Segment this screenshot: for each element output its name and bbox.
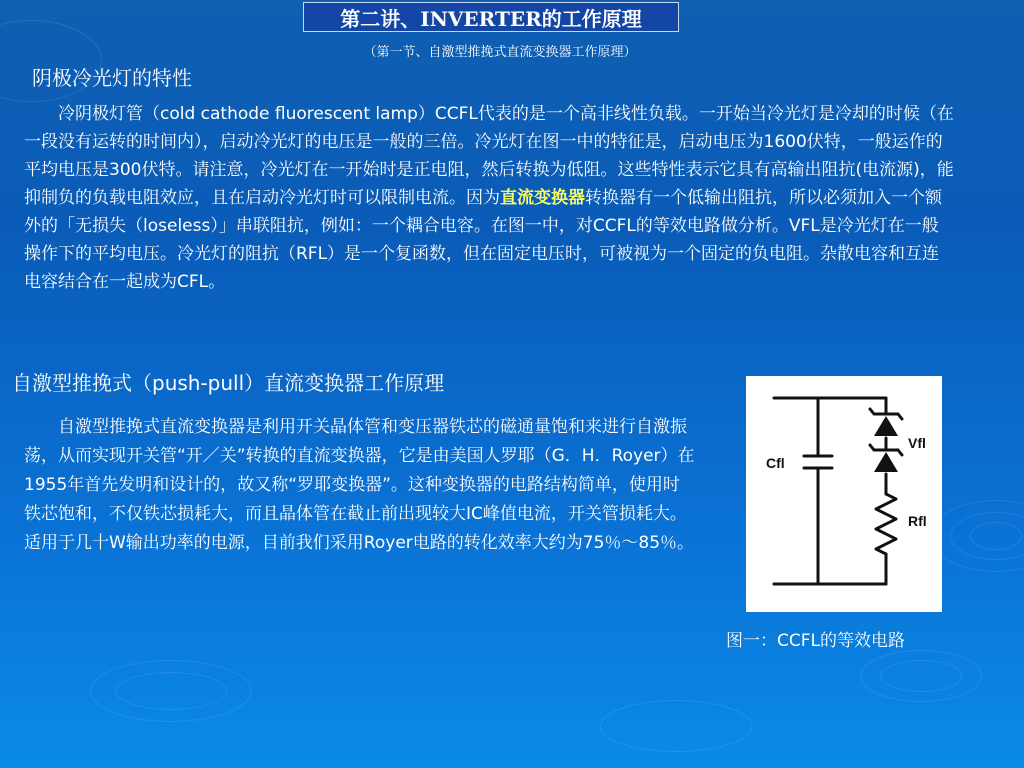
section2-text: 自激型推挽式直流变换器是利用开关晶体管和变压器铁芯的磁通量饱和来进行自激振荡，从而实现开关管“开／关”转换的直流变换器，它是由美国人罗耶（G．H．Royer）在1955年首先发明和设计的，故又称“罗耶变换器”。这种变换器的电路结构简单，使用时铁芯饱和，不仅铁芯损耗大，而且晶体管在截止前出现较大IC峰值电流，开关管损耗大。适用于几十W输出功率的电源，目前我们采用Royer电路的转化效率大约为75％～85％。 [24,417,695,553]
section1-highlight: 直流变换器 [500,188,585,208]
section1-heading: 阴极冷光灯的特性 [32,66,192,90]
zener-diode-bottom [874,452,898,472]
section2-heading: 自激型推挽式（push-pull）直流变换器工作原理 [12,371,445,395]
cfl-label: Cfl [766,455,785,471]
ccfl-equivalent-circuit-figure [746,376,942,612]
ccfl-circuit-diagram [746,376,942,612]
rfl-label: Rfl [908,513,927,529]
vfl-label: Vfl [908,435,926,451]
slide-subtitle: （第一节、自激型推挽式直流变换器工作原理） [363,45,637,60]
slide-title: 第二讲、INVERTER的工作原理 [303,2,679,32]
section1-paragraph [24,100,954,296]
section1-text-before: 冷阴极灯管（cold cathode fluorescent lamp）CCFL代表的是一个高非线性负载。一开始当冷光灯是冷却的时候（在一段没有运转的时间内），启动冷光灯的电压是一般的三倍。冷光灯在图一中的特征是，启动电压为1600伏特，一般运作的平均电压是300伏特。请注意，冷光灯在一开始时是正电阻，然后转换为低阻。这些特性表示它具有高输出阻抗(电流源)，能抑制负的负载电阻效应，且在启动冷光灯时可以限制电流。因为 [24,104,954,208]
figure-caption: 图一：CCFL的等效电路 [726,631,905,651]
section1-text-after: 转换器有一个低输出阻抗，所以必须加入一个额外的「无损失（loseless）」串联阻抗，例如：一个耦合电容。在图一中，对CCFL的等效电路做分析。VFL是冷光灯在一般操作下的平均电压。冷光灯的阻抗（RFL）是一个复函数，但在固定电压时，可被视为一个固定的负电阻。杂散电容和互连电容结合在一起成为CFL。 [24,188,942,292]
section2-paragraph [24,413,696,558]
zener-diode-top [874,416,898,436]
resistor-zigzag [876,494,896,554]
